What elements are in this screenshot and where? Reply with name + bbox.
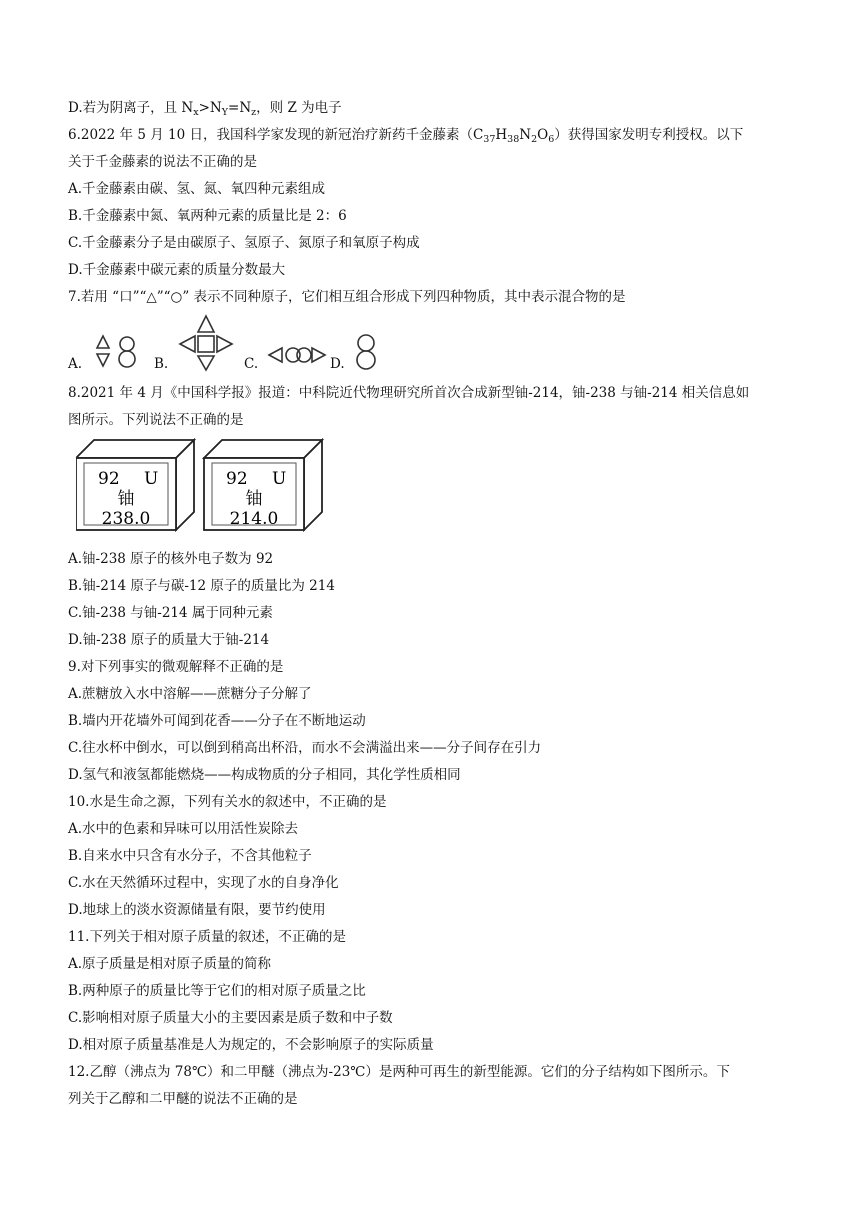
- card1-mass: 238.0: [101, 509, 151, 529]
- q10-option-d: D.地球上的淡水资源储量有限，要节约使用: [68, 902, 326, 918]
- q10-option-b: B.自来水中只含有水分子，不含其他粒子: [68, 848, 312, 864]
- q10-stem: 10.水是生命之源，下列有关水的叙述中，不正确的是: [68, 794, 387, 810]
- q6-option-c: C.千金藤素分子是由碳原子、氢原子、氮原子和氧原子构成: [68, 235, 420, 251]
- q12-stem-line2: 列关于乙醇和二甲醚的说法不正确的是: [68, 1091, 298, 1107]
- q8-option-b: B.铀-214 原子与碳-12 原子的质量比为 214: [68, 578, 335, 594]
- q7-option-figures: [68, 330, 398, 374]
- q8-option-d: D.铀-238 原子的质量大于铀-214: [68, 632, 270, 648]
- card2-name: 铀: [245, 489, 263, 509]
- q8-stem-line2: 图所示。下列说法不正确的是: [68, 412, 244, 428]
- q11-stem: 11.下列关于相对原子质量的叙述，不正确的是: [68, 929, 346, 945]
- q9-option-d: D.氢气和液氢都能燃烧——构成物质的分子相同，其化学性质相同: [68, 767, 461, 783]
- q12-stem-line1: 12.乙醇（沸点为 78℃）和二甲醚（沸点为-23℃）是两种可再生的新型能源。它们的分子结构如下图所示。下: [68, 1064, 730, 1080]
- q10-option-c: C.水在天然循环过程中，实现了水的自身净化: [68, 875, 339, 891]
- q7-figure-a: [94, 332, 140, 372]
- card2-symbol: U: [272, 469, 287, 489]
- card1-name: 铀: [117, 489, 135, 509]
- q6-stem-line2: 关于千金藤素的说法不正确的是: [68, 154, 257, 170]
- q7-stem: 7.若用 “口”“△”“○” 表示不同种原子，它们相互组合形成下列四种物质，其中表示混合物的是: [68, 289, 626, 305]
- q11-option-b: B.两种原子的质量比等于它们的相对原子质量之比: [68, 983, 366, 999]
- card2-number: 92: [226, 469, 248, 489]
- q8-stem-line1: 8.2021 年 4 月《中国科学报》报道：中科院近代物理研究所首次合成新型铀-214，铀-238 与铀-214 相关信息如: [68, 385, 750, 401]
- q9-option-c: C.往水杯中倒水，可以倒到稍高出杯沿，而水不会满溢出来——分子间存在引力: [68, 740, 542, 756]
- q5-option-d: D.若为阴离子，且 $N_x>N_Y=N_z$，则 Z 为电子: [68, 100, 342, 118]
- q6-option-a: A.千金藤素由碳、氢、氮、氧四种元素组成: [68, 181, 326, 197]
- q7-label-d: D.: [330, 356, 345, 372]
- q10-option-a: A.水中的色素和异味可以用活性炭除去: [68, 821, 299, 837]
- q7-label-a: A.: [68, 356, 83, 372]
- q7-label-b: B.: [154, 356, 169, 372]
- uranium-214-card: [204, 440, 322, 530]
- uranium-element-cards: [76, 438, 326, 534]
- card1-number: 92: [98, 469, 120, 489]
- q7-label-c: C.: [244, 356, 259, 372]
- q11-option-a: A.原子质量是相对原子质量的简称: [68, 956, 272, 972]
- card1-symbol: U: [144, 469, 159, 489]
- q6-option-b: B.千金藤素中氮、氧两种元素的质量比是 2：6: [68, 208, 347, 224]
- q7-figure-d: [352, 332, 380, 372]
- q9-option-a: A.蔗糖放入水中溶解——蔗糖分子分解了: [68, 686, 312, 702]
- q7-figure-b: [178, 314, 234, 372]
- q8-option-c: C.铀-238 与铀-214 属于同种元素: [68, 605, 273, 621]
- q9-stem: 9.对下列事实的微观解释不正确的是: [68, 659, 284, 675]
- q11-option-d: D.相对原子质量基准是人为规定的，不会影响原子的实际质量: [68, 1037, 434, 1053]
- q6-stem-line1: 6.2022 年 5 月 10 日，我国科学家发现的新冠治疗新药千金藤素$(C_{37}H_{38}N_2O_6)$获得国家发明专利授权。以下: [68, 127, 744, 145]
- q6-option-d: D.千金藤素中碳元素的质量分数最大: [68, 262, 286, 278]
- card2-mass: 214.0: [229, 509, 279, 529]
- q7-figure-c: [266, 344, 328, 366]
- q8-option-a: A.铀-238 原子的核外电子数为 92: [68, 551, 274, 567]
- q9-option-b: B.墙内开花墙外可闻到花香——分子在不断地运动: [68, 713, 366, 729]
- q11-option-c: C.影响相对原子质量大小的主要因素是质子数和中子数: [68, 1010, 393, 1026]
- uranium-238-card: [76, 440, 194, 530]
